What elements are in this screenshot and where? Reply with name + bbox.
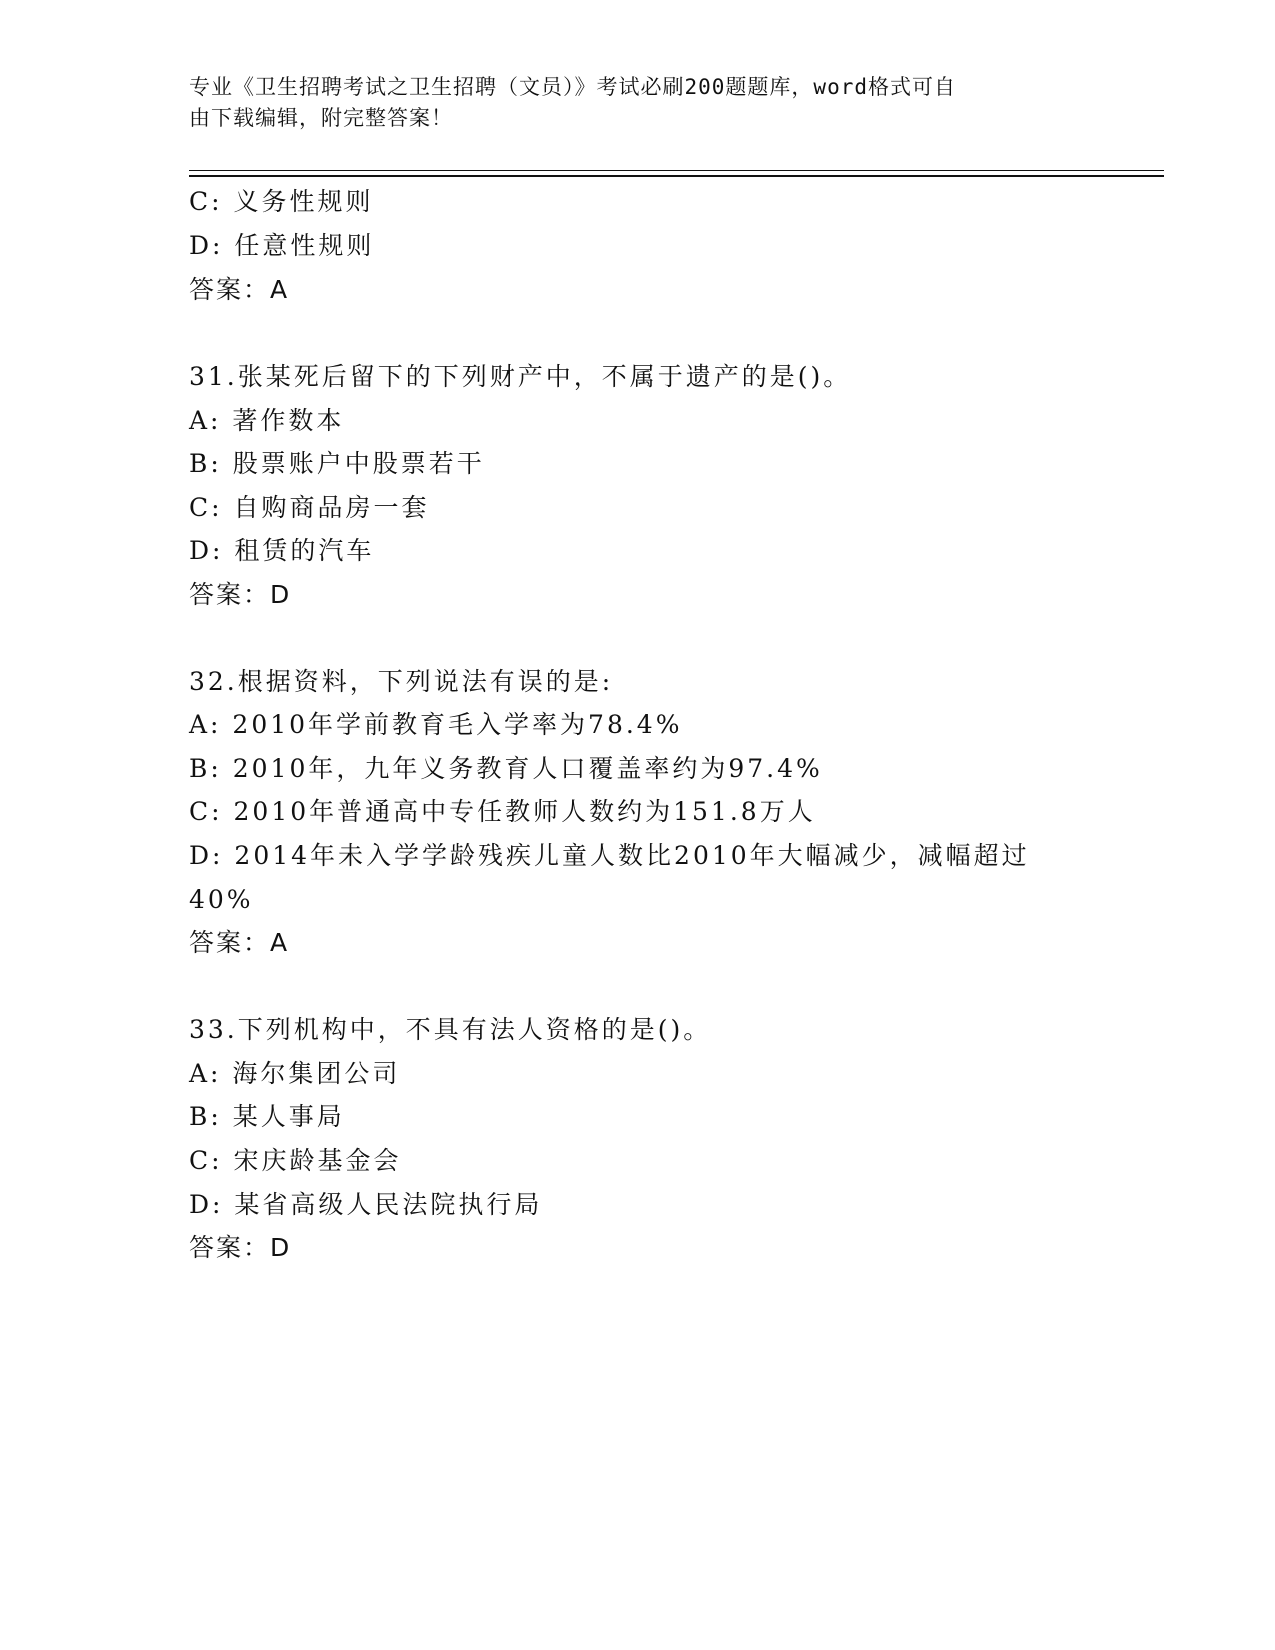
- answer: 答案：D: [189, 580, 292, 609]
- option-b: B: 2010年，九年义务教育人口覆盖率约为97.4%: [189, 754, 823, 783]
- question-stem: 31.张某死后留下的下列财产中，不属于遗产的是()。: [189, 362, 852, 391]
- option-d-continued: 40%: [189, 885, 254, 914]
- answer: 答案：A: [189, 928, 290, 957]
- option-b: B: 某人事局: [189, 1102, 345, 1131]
- question-stem: 32.根据资料，下列说法有误的是:: [189, 667, 614, 696]
- question-stem: 33.下列机构中，不具有法人资格的是()。: [189, 1015, 712, 1044]
- header-title-line-2: 由下载编辑，附完整答案！: [189, 106, 453, 130]
- option-c: C: 义务性规则: [189, 187, 374, 216]
- option-b: B: 股票账户中股票若干: [189, 449, 485, 478]
- option-d: D: 某省高级人民法院执行局: [189, 1190, 543, 1219]
- option-c: C: 宋庆龄基金会: [189, 1146, 402, 1175]
- option-a: A: 2010年学前教育毛入学率为78.4%: [189, 710, 683, 739]
- option-d: D: 租赁的汽车: [189, 536, 375, 565]
- answer: 答案：D: [189, 1233, 292, 1262]
- option-d: D: 2014年未入学学龄残疾儿童人数比2010年大幅减少，减幅超过: [189, 841, 1030, 870]
- option-c: C: 2010年普通高中专任教师人数约为151.8万人: [189, 797, 816, 826]
- option-a: A: 海尔集团公司: [189, 1059, 401, 1088]
- header-title-line-1: 专业《卫生招聘考试之卫生招聘（文员）》考试必刷200题题库，word格式可自: [189, 75, 956, 99]
- option-d: D: 任意性规则: [189, 231, 375, 260]
- option-a: A: 著作数本: [189, 406, 345, 435]
- option-c: C: 自购商品房一套: [189, 493, 430, 522]
- header-divider-thick: [189, 175, 1164, 177]
- answer: 答案：A: [189, 275, 290, 304]
- header-divider-thin: [189, 170, 1164, 171]
